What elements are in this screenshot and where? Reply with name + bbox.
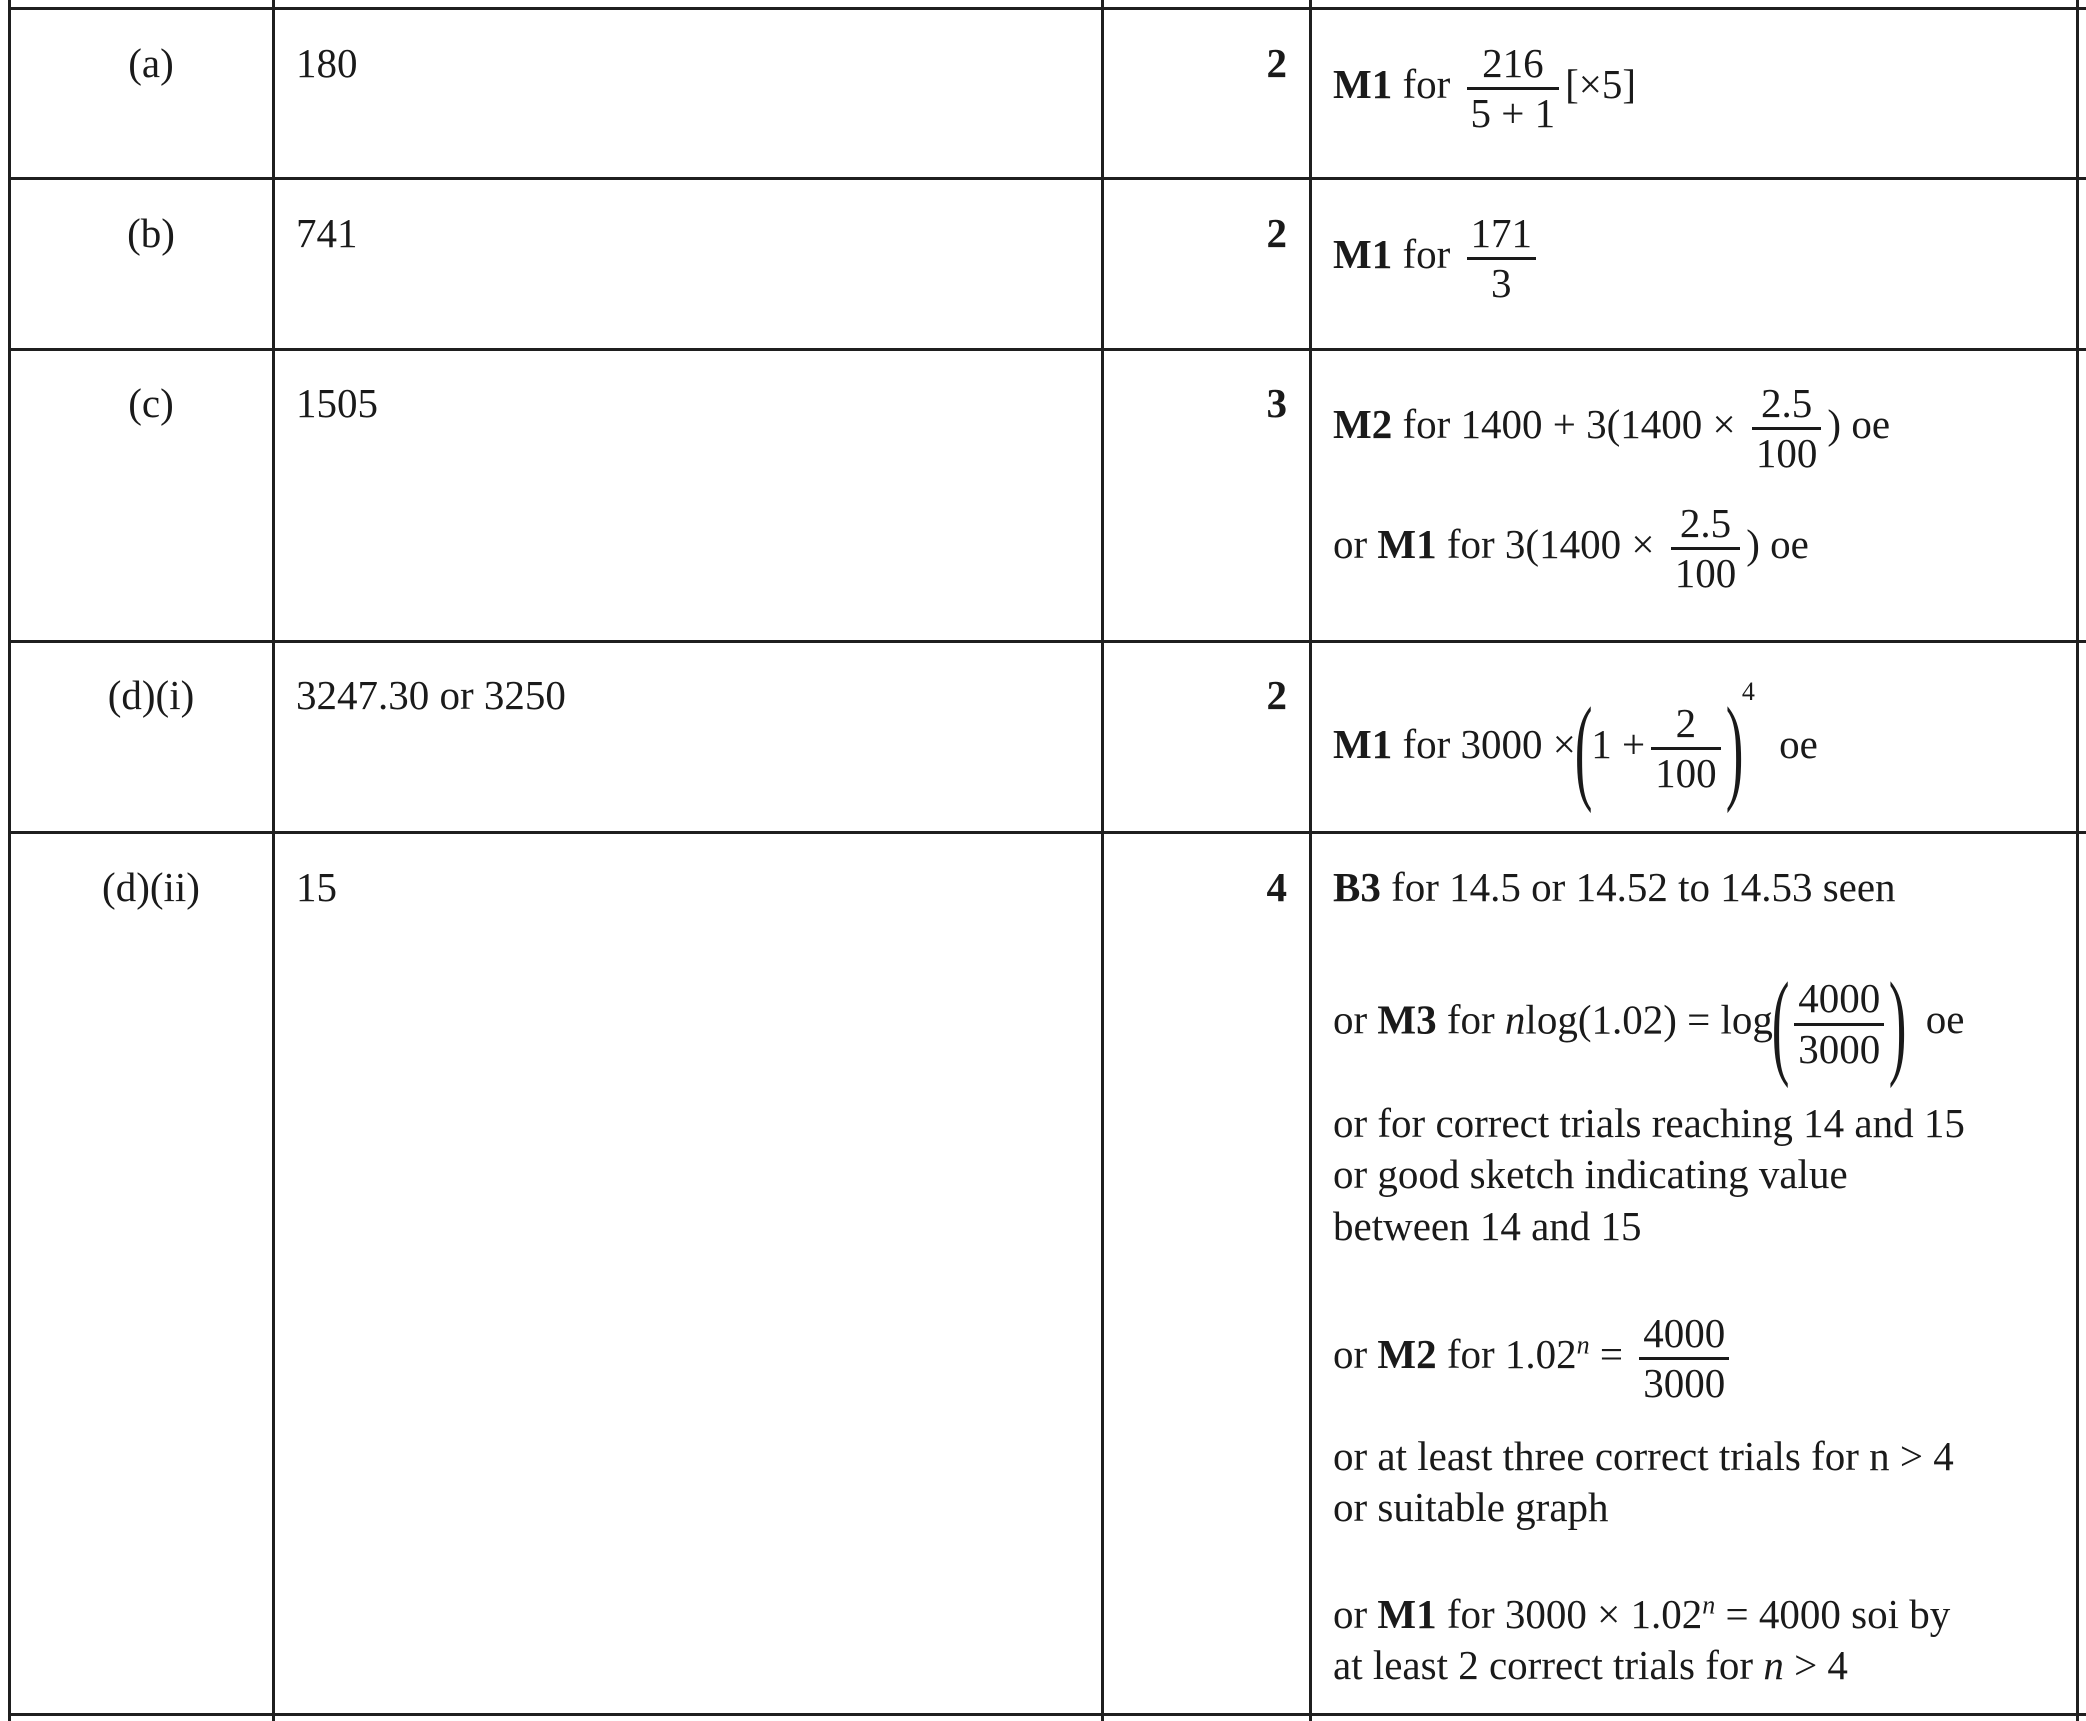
expression-tail: ) oe <box>1827 401 1891 448</box>
guidance-m1 <box>1333 1589 1950 1692</box>
guidance-a <box>1333 40 1636 137</box>
row-divider <box>8 640 2086 643</box>
part-label: (a) <box>128 40 174 86</box>
fraction-numerator: 4000 <box>1639 1310 1729 1360</box>
guidance-m3 <box>1333 958 1965 1089</box>
or-text: or <box>1333 521 1368 568</box>
guidance-di <box>1333 676 1818 814</box>
for-text: for <box>1446 1591 1495 1637</box>
guidance-m2-alt <box>1333 1431 1954 1534</box>
guidance-line: or suitable graph <box>1333 1484 1609 1531</box>
guidance-c1 <box>1333 380 1890 477</box>
fraction-denominator: 100 <box>1674 550 1737 597</box>
equals-text: = <box>1599 1331 1624 1378</box>
mark-code: M2 <box>1333 401 1393 448</box>
guidance-b3 <box>1333 862 1896 913</box>
expression-text: 1400 + 3(1400 × <box>1460 401 1736 448</box>
mark-code: M1 <box>1333 721 1393 767</box>
fraction-denominator: 3000 <box>1798 1025 1881 1072</box>
or-text: or <box>1333 1591 1368 1637</box>
for-text: for <box>1402 401 1451 448</box>
for-text: for <box>1402 61 1451 108</box>
for-text: for <box>1446 1331 1495 1378</box>
guidance-line: or good sketch indicating value <box>1333 1151 1848 1198</box>
for-text: for <box>1446 996 1495 1043</box>
mark-code: M3 <box>1377 996 1437 1043</box>
variable-n: n <box>1504 996 1526 1043</box>
exponent: 4 <box>1741 677 1755 706</box>
right-paren: ) <box>1725 682 1744 814</box>
oe-text: oe <box>1925 996 1965 1043</box>
right-paren: ) <box>1888 958 1907 1089</box>
col-divider <box>1309 0 1312 1721</box>
base-text: 1.02 <box>1504 1331 1577 1378</box>
guidance-line: or for correct trials reaching 14 and 15 <box>1333 1100 1965 1146</box>
guidance-line: between 14 and 15 <box>1333 1202 1642 1249</box>
answer-value: 180 <box>296 40 358 86</box>
fraction-denominator: 100 <box>1755 430 1818 477</box>
table-border-top <box>8 7 2086 10</box>
marks-value: 3 <box>1266 380 1287 426</box>
variable-n: n <box>1763 1642 1784 1689</box>
for-text: for <box>1402 231 1451 278</box>
guidance-m3-alt <box>1333 1098 1965 1252</box>
guidance-text: for 14.5 or 14.52 to 14.53 seen <box>1391 864 1896 910</box>
power-n: n <box>1576 1330 1590 1360</box>
expression-text: 3000 × <box>1460 721 1576 767</box>
for-text: for <box>1446 521 1495 568</box>
fraction <box>1794 975 1884 1072</box>
expression-tail: ) oe <box>1746 521 1809 568</box>
fraction-numerator: 2.5 <box>1752 380 1822 430</box>
fraction-denominator: 3 <box>1491 260 1512 307</box>
fraction-numerator: 4000 <box>1794 975 1884 1025</box>
or-text: or <box>1333 996 1368 1043</box>
or-text: or <box>1333 1331 1368 1378</box>
fraction <box>1651 700 1721 797</box>
oe-text: oe <box>1779 721 1818 767</box>
mark-code: B3 <box>1333 864 1381 910</box>
fraction-denominator: 100 <box>1655 750 1717 797</box>
guidance-m2 <box>1333 1310 1735 1407</box>
mark-code: M1 <box>1377 1591 1437 1637</box>
fraction-numerator: 2.5 <box>1671 500 1741 550</box>
fraction-numerator: 216 <box>1467 40 1560 90</box>
mark-code: M1 <box>1333 231 1393 278</box>
answer-value: 3247.30 or 3250 <box>296 672 566 718</box>
answer-value: 1505 <box>296 380 378 426</box>
col-divider <box>8 0 11 1721</box>
line2-tail: > 4 <box>1794 1642 1848 1689</box>
multiplier-text: [×5] <box>1565 61 1637 108</box>
marks-value: 4 <box>1266 864 1287 910</box>
marks-value: 2 <box>1266 40 1287 86</box>
fraction <box>1467 210 1537 307</box>
part-label: (c) <box>128 380 174 426</box>
mark-code: M1 <box>1377 521 1437 568</box>
part-label: (d)(ii) <box>102 864 200 910</box>
guidance-b <box>1333 210 1542 307</box>
row-divider <box>8 177 2086 180</box>
line2-text: at least 2 correct trials for <box>1333 1642 1754 1689</box>
part-label: (b) <box>127 210 175 256</box>
answer-value: 741 <box>296 210 358 256</box>
fraction-denominator: 3000 <box>1643 1360 1726 1407</box>
part-label: (d)(i) <box>107 672 195 718</box>
expression-text: 3(1400 × <box>1504 521 1655 568</box>
fraction-numerator: 2 <box>1651 700 1721 750</box>
marks-value: 2 <box>1266 672 1287 718</box>
table-border-bottom <box>8 1713 2086 1716</box>
rest-text: = 4000 soi by <box>1725 1591 1951 1637</box>
expression-text: log(1.02) = log <box>1525 996 1773 1043</box>
row-divider <box>8 831 2086 834</box>
mark-code: M2 <box>1377 1331 1437 1378</box>
fraction <box>1467 40 1560 137</box>
fraction <box>1752 380 1822 477</box>
fraction <box>1671 500 1741 597</box>
answer-value: 15 <box>296 864 337 910</box>
inner-text: 1 + <box>1591 721 1646 767</box>
fraction-numerator: 171 <box>1467 210 1537 260</box>
marks-value: 2 <box>1266 210 1287 256</box>
guidance-c2 <box>1333 500 1809 597</box>
mark-code: M1 <box>1333 61 1393 108</box>
left-paren: ( <box>1574 682 1593 814</box>
base-text: 3000 × 1.02 <box>1504 1591 1703 1637</box>
left-paren: ( <box>1771 958 1790 1089</box>
row-divider <box>8 348 2086 351</box>
fraction-denominator: 5 + 1 <box>1470 90 1556 137</box>
for-text: for <box>1402 721 1451 767</box>
table-border-right <box>2076 0 2079 1721</box>
guidance-line: or at least three correct trials for n > 4 <box>1333 1433 1954 1479</box>
fraction <box>1639 1310 1729 1407</box>
power-n: n <box>1702 1590 1716 1620</box>
